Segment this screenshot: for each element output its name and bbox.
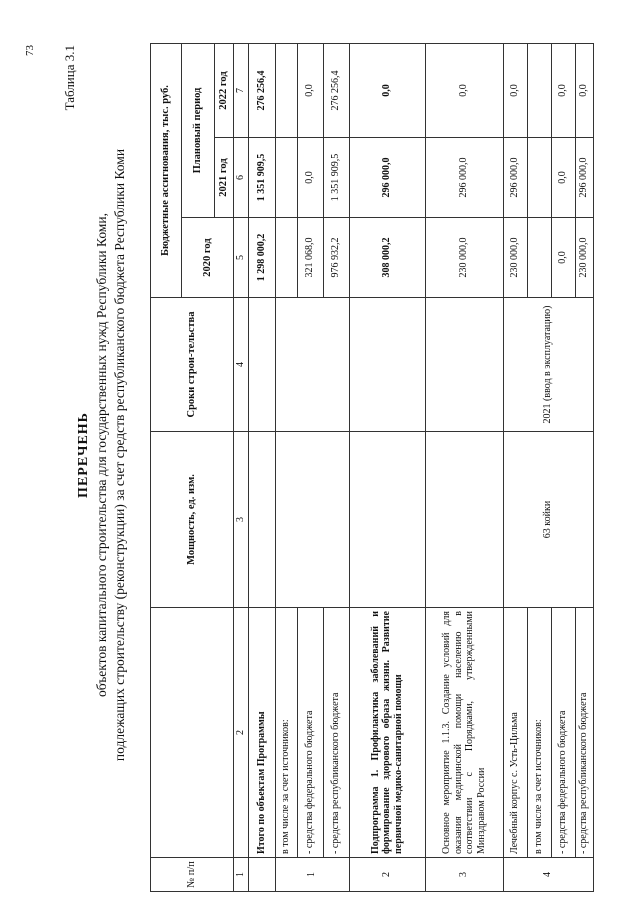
table-row — [248, 44, 275, 892]
row-name: - средства федерального бюджета — [551, 608, 575, 858]
value-2020: 230 000,0 — [575, 218, 593, 298]
header-2021: 2021 год — [215, 138, 234, 218]
value-2021: 296 000,0 — [503, 138, 527, 218]
value-2021: 296 000,0 — [349, 138, 425, 218]
row-name: Основное мероприятие 1.1.3. Создание условий для оказания медицинской помощи населению в соответствии с Порядками, утвержденными Минздравом России — [425, 608, 503, 858]
value-2021: 1 351 909,5 — [323, 138, 349, 218]
index-cell: 1 — [234, 858, 249, 892]
value-2020: 1 298 000,2 — [248, 218, 275, 298]
row-number: 4 — [503, 858, 593, 892]
row-number: 3 — [425, 858, 503, 892]
value-2020: 308 000,2 — [349, 218, 425, 298]
index-cell: 5 — [234, 218, 249, 298]
index-cell: 2 — [234, 608, 249, 858]
row-name: - средства республиканского бюджета — [323, 608, 349, 858]
value-2020: 0,0 — [551, 218, 575, 298]
row-name: - средства федерального бюджета — [297, 608, 323, 858]
column-index-row — [234, 44, 249, 892]
header-terms: Сроки строи-тельства — [151, 298, 234, 432]
value-2021: 1 351 909,5 — [248, 138, 275, 218]
value-2022: 0,0 — [297, 44, 323, 138]
value-2022: 0,0 — [503, 44, 527, 138]
page-number: 73 — [24, 45, 36, 56]
row-name: Подпрограмма 1. Профилактика заболеваний и формирование здорового образа жизни. Развитие первичной медико-санитарной помощи — [349, 608, 425, 858]
row-name: в том числе за счет источников: — [275, 608, 297, 858]
row-name: в том числе за счет источников: — [527, 608, 551, 858]
index-cell: 7 — [234, 44, 249, 138]
header-2020: 2020 год — [182, 218, 234, 298]
header-2022: 2022 год — [215, 44, 234, 138]
table-row — [425, 44, 503, 892]
value-2022: 0,0 — [349, 44, 425, 138]
table-number: Таблица 3.1 — [62, 45, 77, 111]
header-num: № п/п — [151, 858, 234, 892]
row-number: 1 — [275, 858, 349, 892]
value-2021: 0,0 — [551, 138, 575, 218]
row-capacity: 63 койки — [503, 432, 593, 608]
value-2020: 976 932,2 — [323, 218, 349, 298]
header-capacity: Мощность, ед. изм. — [151, 432, 234, 608]
value-2022: 276 256,4 — [248, 44, 275, 138]
value-2020: 230 000,0 — [425, 218, 503, 298]
row-number: 2 — [349, 858, 425, 892]
table-row — [275, 44, 297, 892]
index-cell: 6 — [234, 138, 249, 218]
value-2022: 0,0 — [425, 44, 503, 138]
table-row — [503, 44, 527, 892]
document-subtitle-line1: объектов капитального строительства для государственных нужд Республики Коми, — [94, 213, 109, 697]
row-name: - средства республиканского бюджета — [575, 608, 593, 858]
value-2022: 0,0 — [551, 44, 575, 138]
row-terms: 2021 (ввод в эксплуатацию) — [503, 298, 593, 432]
value-2021: 0,0 — [297, 138, 323, 218]
document-sheet — [15, 15, 625, 895]
capital-construction-table — [150, 43, 594, 892]
document-heading — [75, 15, 129, 895]
value-2022: 0,0 — [575, 44, 593, 138]
row-name: Лечебный корпус с. Усть-Цильма — [503, 608, 527, 858]
value-2021: 296 000,0 — [425, 138, 503, 218]
value-2021: 296 000,0 — [575, 138, 593, 218]
header-budget: Бюджетные ассигнования, тыс. руб. — [151, 44, 182, 298]
row-name: Итого по объектам Программы — [248, 608, 275, 858]
value-2020: 321 068,0 — [297, 218, 323, 298]
index-cell: 3 — [234, 432, 249, 608]
document-title: ПЕРЕЧЕНЬ — [76, 412, 91, 498]
index-cell: 4 — [234, 298, 249, 432]
value-2020: 230 000,0 — [503, 218, 527, 298]
header-name — [151, 608, 234, 858]
header-planned: Плановый период — [182, 44, 215, 218]
document-subtitle-line2: подлежащих строительству (реконструкции) за счет средств республиканского бюджета Республики Коми — [112, 148, 127, 762]
table-row — [349, 44, 425, 892]
value-2022: 276 256,4 — [323, 44, 349, 138]
